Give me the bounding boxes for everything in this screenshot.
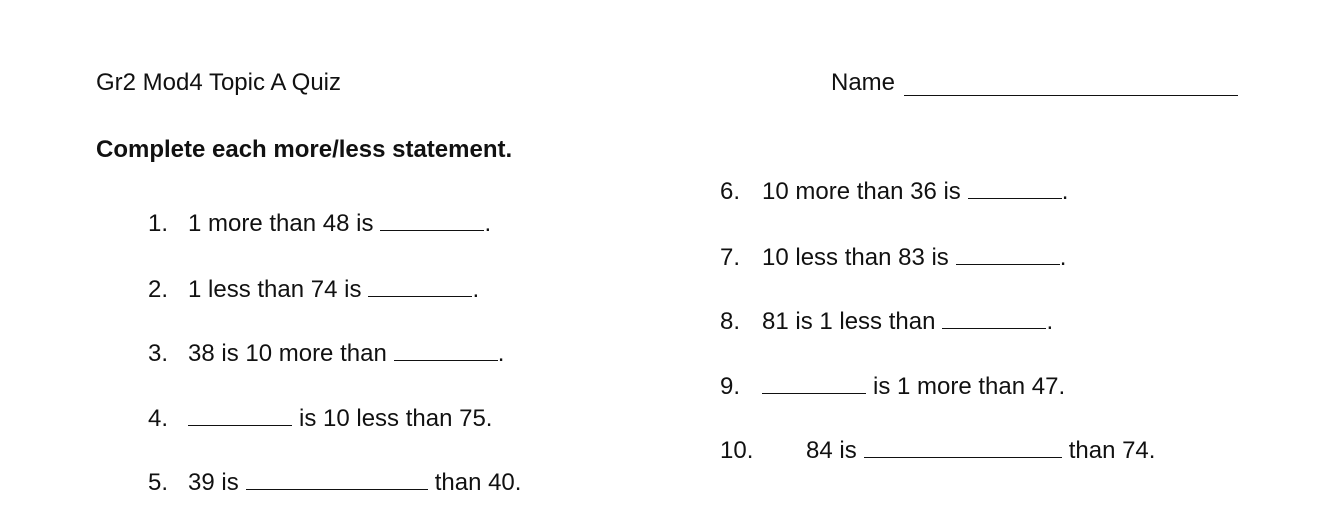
question-text-after: . <box>1059 244 1067 271</box>
question-text-before: 84 is <box>806 437 857 464</box>
question-text-after: is 10 less than 75. <box>299 405 493 432</box>
question-number: 9. <box>720 373 741 400</box>
question-text-before: 10 more than 36 is <box>762 178 961 205</box>
question-text-before: 1 more than 48 is <box>188 210 374 237</box>
question-number: 10. <box>720 437 754 464</box>
question-text-after: . <box>484 210 492 237</box>
question-number: 7. <box>720 244 741 271</box>
question-number: 4. <box>148 405 169 432</box>
answer-blank[interactable] <box>246 469 428 490</box>
question-number: 6. <box>720 178 741 205</box>
answer-blank[interactable] <box>864 437 1062 458</box>
answer-blank[interactable] <box>762 373 866 394</box>
question-text-after: . <box>497 340 505 367</box>
question-text-before: 39 is <box>188 469 239 496</box>
answer-blank[interactable] <box>368 276 472 297</box>
answer-blank[interactable] <box>968 178 1062 199</box>
answer-blank[interactable] <box>394 340 498 361</box>
question-text-after: . <box>472 276 480 303</box>
question-number: 1. <box>148 210 169 237</box>
question-text-after: . <box>1061 178 1069 205</box>
answer-blank[interactable] <box>956 244 1060 265</box>
question-text-after: . <box>1046 308 1054 335</box>
question-number: 2. <box>148 276 169 303</box>
question-text-after: than 74. <box>1068 437 1156 464</box>
question-number: 3. <box>148 340 169 367</box>
name-answer-line[interactable] <box>904 95 1238 96</box>
question-text-before: 1 less than 74 is <box>188 276 362 303</box>
instructions: Complete each more/less statement. <box>96 136 513 163</box>
answer-blank[interactable] <box>188 405 292 426</box>
question-number: 8. <box>720 308 741 335</box>
question-text-before: 81 is 1 less than <box>762 308 936 335</box>
question-text-before: 38 is 10 more than <box>188 340 387 367</box>
quiz-title: Gr2 Mod4 Topic A Quiz <box>96 69 342 96</box>
answer-blank[interactable] <box>380 210 484 231</box>
question-text-before: 10 less than 83 is <box>762 244 949 271</box>
question-number: 5. <box>148 469 169 496</box>
name-label: Name <box>831 69 896 96</box>
answer-blank[interactable] <box>942 308 1046 329</box>
question-text-after: than 40. <box>434 469 522 496</box>
question-text-after: is 1 more than 47. <box>873 373 1066 400</box>
